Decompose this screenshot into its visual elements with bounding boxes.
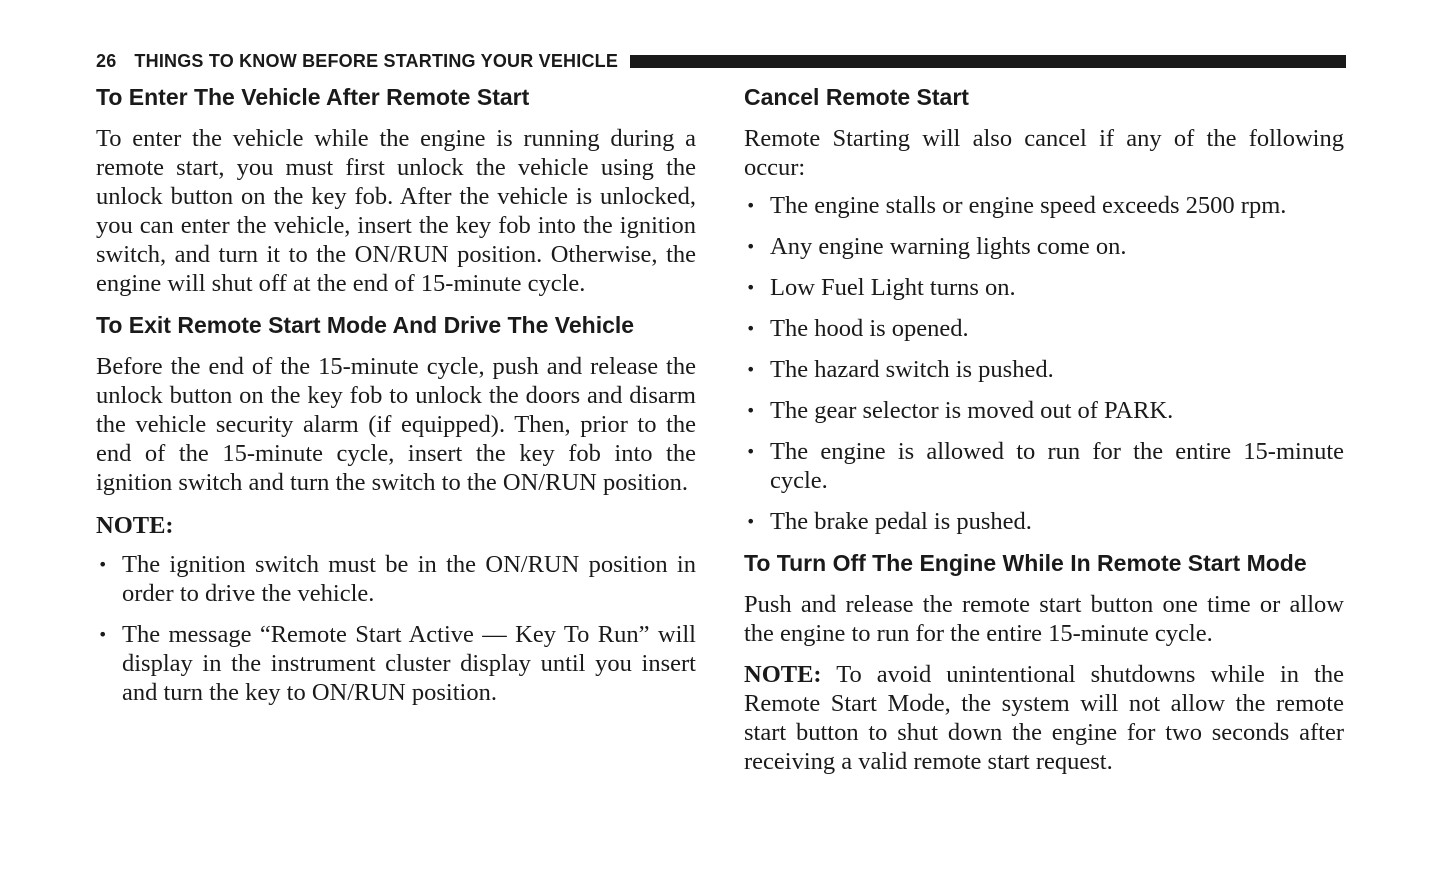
list-item (744, 355, 1344, 384)
list-item-text: Low Fuel Light turns on. (770, 274, 1016, 301)
list-item-text: The ignition switch must be in the ON/RUN position in order to drive the vehicle. (122, 551, 696, 607)
note-label: NOTE: (96, 512, 174, 539)
list-item-text: The brake pedal is pushed. (770, 508, 1032, 535)
paragraph-exit-remote-start: Before the end of the 15-minute cycle, push and release the unlock button on the key fob to unlock the doors and disarm the vehicle security alarm (if equipped). Then, prior to the end of the 15-minute cycle, insert the key fob into the ignition switch and turn the switch to the ON/RUN position. (96, 353, 696, 496)
list-item-text: The engine stalls or engine speed exceeds 2500 rpm. (770, 192, 1287, 219)
section-heading-enter-vehicle: To Enter The Vehicle After Remote Start (96, 84, 530, 110)
paragraph-enter-vehicle: To enter the vehicle while the engine is running during a remote start, you must first unlock the vehicle using the unlock button on the key fob. After the vehicle is unlocked, you can enter the vehicle, insert the key fob into the ignition switch, and turn it to the ON/RUN position. Otherwise, the engine will shut off at the end of 15-minute cycle. (96, 125, 696, 297)
list-item-text: The gear selector is moved out of PARK. (770, 397, 1174, 424)
list-item (744, 314, 1344, 343)
list-item (744, 507, 1344, 536)
page-header (96, 48, 1346, 74)
bullet-icon: • (98, 625, 108, 644)
section-heading-turn-off-engine: To Turn Off The Engine While In Remote Start Mode (744, 550, 1307, 576)
bullet-icon: • (746, 512, 756, 531)
right-column (744, 82, 1344, 776)
note-paragraph (744, 660, 1344, 776)
list-item (744, 273, 1344, 302)
bullet-icon: • (746, 360, 756, 379)
bullet-icon: • (98, 555, 108, 574)
list-item (744, 232, 1344, 261)
list-item-text: The hood is opened. (770, 315, 969, 342)
list-item (96, 620, 696, 707)
note-text: To avoid unintentional shutdowns while in the Remote Start Mode, the system will not allow the remote start button to shut down the engine for two seconds after receiving a valid remote start request. (744, 661, 1344, 775)
section-heading-cancel-remote-start: Cancel Remote Start (744, 84, 969, 110)
bullet-icon: • (746, 237, 756, 256)
bullet-icon: • (746, 319, 756, 338)
header-rule (630, 55, 1346, 68)
left-column (96, 82, 696, 719)
bullet-icon: • (746, 401, 756, 420)
page-number: 26 (96, 50, 117, 71)
bullet-icon: • (746, 196, 756, 215)
list-item (744, 396, 1344, 425)
paragraph-cancel-remote-start: Remote Starting will also cancel if any of the following occur: (744, 125, 1344, 181)
cancel-conditions-list (744, 191, 1344, 536)
paragraph-turn-off-engine: Push and release the remote start button one time or allow the engine to run for the entire 15-minute cycle. (744, 591, 1344, 647)
note-label: NOTE: (744, 661, 822, 688)
list-item-text: The message “Remote Start Active — Key To Run” will display in the instrument cluster display until you insert and turn the key to ON/RUN position. (122, 621, 696, 706)
header-title: THINGS TO KNOW BEFORE STARTING YOUR VEHICLE (134, 50, 619, 71)
note-bullet-list (96, 550, 696, 707)
list-item (96, 550, 696, 608)
list-item-text: The hazard switch is pushed. (770, 356, 1054, 383)
list-item (744, 191, 1344, 220)
list-item-text: Any engine warning lights come on. (770, 233, 1127, 260)
list-item (744, 437, 1344, 495)
bullet-icon: • (746, 442, 756, 461)
section-heading-exit-remote-start: To Exit Remote Start Mode And Drive The Vehicle (96, 312, 635, 338)
list-item-text: The engine is allowed to run for the entire 15-minute cycle. (770, 438, 1344, 494)
bullet-icon: • (746, 278, 756, 297)
